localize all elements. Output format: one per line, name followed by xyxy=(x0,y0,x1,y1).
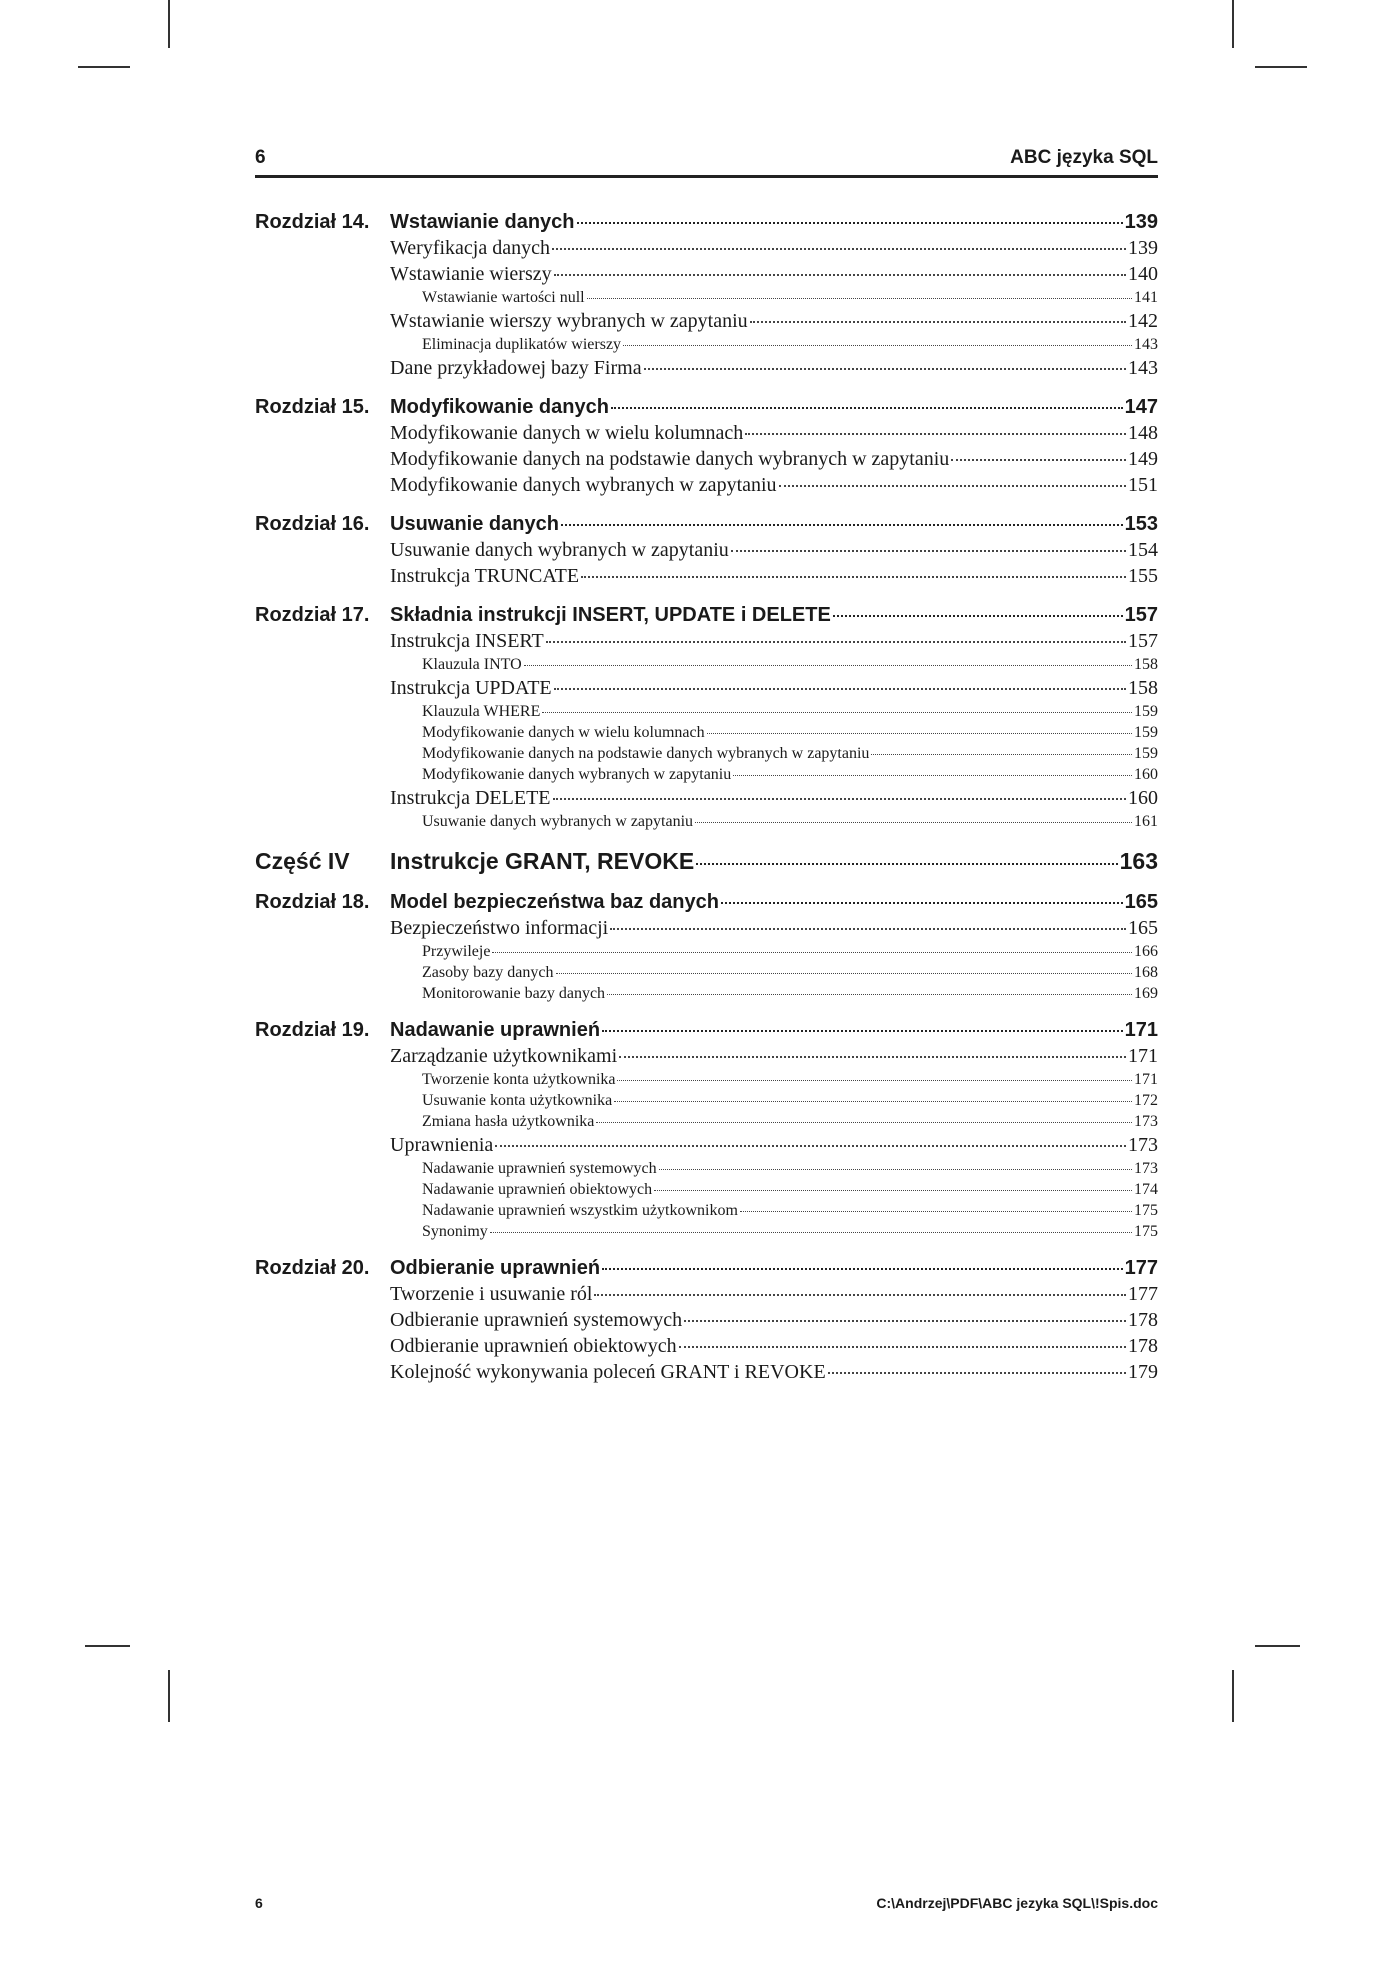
toc-entry-page-number: 158 xyxy=(1134,656,1158,673)
crop-mark xyxy=(1232,1670,1234,1722)
dot-leader xyxy=(828,1372,1126,1374)
toc-entry-title: Nadawanie uprawnień xyxy=(390,1019,601,1041)
dot-leader xyxy=(602,1030,1123,1032)
toc-entry-title: Usuwanie danych wybranych w zapytaniu xyxy=(422,813,694,830)
toc-entry-page-number: 147 xyxy=(1124,396,1158,418)
toc-section-entry xyxy=(255,446,1158,472)
toc-row xyxy=(422,1179,1158,1200)
toc-section-entry xyxy=(255,1281,1158,1307)
dot-leader xyxy=(607,994,1132,995)
toc-entry-page-number: 159 xyxy=(1134,703,1158,720)
toc-entry-page-number: 160 xyxy=(1128,787,1158,809)
toc-row xyxy=(390,628,1158,654)
crop-mark xyxy=(1255,66,1307,68)
toc-entry-page-number: 159 xyxy=(1134,724,1158,741)
toc-entry-page-number: 155 xyxy=(1128,565,1158,587)
toc-chapter-entry xyxy=(255,395,1158,420)
toc-entry-title: Eliminacja duplikatów wierszy xyxy=(422,336,622,353)
toc-entry-title: Modyfikowanie danych w wielu kolumnach xyxy=(390,422,744,444)
toc-entry-page-number: 139 xyxy=(1124,211,1158,233)
toc-row xyxy=(390,1307,1158,1333)
toc-row xyxy=(390,1281,1158,1307)
toc-row xyxy=(422,983,1158,1004)
toc-entry-page-number: 160 xyxy=(1134,766,1158,783)
toc-sub-entry xyxy=(255,962,1158,983)
toc-entry-title: Instrukcja DELETE xyxy=(390,787,551,809)
toc-sub-entry xyxy=(255,1200,1158,1221)
toc-section-entry xyxy=(255,472,1158,498)
toc-sub-entry xyxy=(255,811,1158,832)
toc-entry-title: Tworzenie konta użytkownika xyxy=(422,1071,616,1088)
toc-row xyxy=(422,1221,1158,1242)
toc-entry-title: Modyfikowanie danych wybranych w zapytaniu xyxy=(422,766,732,783)
toc-entry-title: Nadawanie uprawnień wszystkim użytkownikom xyxy=(422,1202,738,1219)
toc-chapter-entry xyxy=(255,512,1158,537)
dot-leader xyxy=(623,345,1132,346)
toc-section-entry xyxy=(255,1043,1158,1069)
table-of-contents xyxy=(255,210,1158,1385)
toc-row xyxy=(390,675,1158,701)
toc-row xyxy=(422,941,1158,962)
dot-leader xyxy=(696,863,1117,865)
toc-entry-page-number: 178 xyxy=(1128,1335,1158,1357)
toc-row xyxy=(422,654,1158,675)
dot-leader xyxy=(733,775,1132,776)
toc-entry-title: Modyfikowanie danych xyxy=(390,396,609,418)
toc-section-entry xyxy=(255,1359,1158,1385)
toc-entry-title: Synonimy xyxy=(422,1223,488,1240)
toc-section-entry xyxy=(255,420,1158,446)
toc-row xyxy=(422,722,1158,743)
toc-entry-title: Wstawianie wierszy xyxy=(390,263,552,285)
toc-chapter-entry xyxy=(255,210,1158,235)
toc-section-entry xyxy=(255,537,1158,563)
dot-leader xyxy=(617,1080,1132,1081)
toc-row xyxy=(390,785,1158,811)
dot-leader xyxy=(871,754,1132,755)
toc-row xyxy=(390,1256,1158,1281)
toc-row xyxy=(390,1333,1158,1359)
toc-sub-entry xyxy=(255,1158,1158,1179)
toc-section-entry xyxy=(255,1307,1158,1333)
toc-entry-page-number: 165 xyxy=(1124,891,1158,913)
toc-entry-title: Uprawnienia xyxy=(390,1134,494,1156)
header-page-number: 6 xyxy=(255,147,266,168)
toc-sub-entry xyxy=(255,334,1158,355)
toc-chapter-number: Rozdział 17. xyxy=(255,604,370,626)
toc-entry-page-number: 171 xyxy=(1134,1071,1158,1088)
toc-row xyxy=(390,890,1158,915)
toc-row xyxy=(422,701,1158,722)
crop-mark xyxy=(1232,0,1234,48)
toc-row xyxy=(422,743,1158,764)
toc-sub-entry xyxy=(255,743,1158,764)
toc-entry-title: Instrukcja TRUNCATE xyxy=(390,565,580,587)
toc-row xyxy=(390,1018,1158,1043)
toc-entry-page-number: 175 xyxy=(1134,1202,1158,1219)
toc-entry-title: Modyfikowanie danych wybranych w zapytaniu xyxy=(390,474,777,496)
dot-leader xyxy=(552,248,1126,250)
toc-entry-page-number: 151 xyxy=(1128,474,1158,496)
toc-entry-title: Modyfikowanie danych w wielu kolumnach xyxy=(422,724,705,741)
toc-row xyxy=(390,1359,1158,1385)
dot-leader xyxy=(554,688,1126,690)
dot-leader xyxy=(611,407,1123,409)
toc-row xyxy=(422,962,1158,983)
toc-row xyxy=(422,334,1158,355)
toc-section-entry xyxy=(255,235,1158,261)
toc-row xyxy=(390,603,1158,628)
toc-entry-title: Nadawanie uprawnień systemowych xyxy=(422,1160,657,1177)
toc-entry-title: Odbieranie uprawnień systemowych xyxy=(390,1309,683,1331)
toc-entry-page-number: 153 xyxy=(1124,513,1158,535)
toc-section-entry xyxy=(255,261,1158,287)
toc-entry-title: Odbieranie uprawnień obiektowych xyxy=(390,1335,677,1357)
toc-section-entry xyxy=(255,308,1158,334)
dot-leader xyxy=(581,576,1126,578)
toc-row xyxy=(422,811,1158,832)
header-book-title: ABC języka SQL xyxy=(1010,147,1158,168)
toc-row xyxy=(422,1158,1158,1179)
dot-leader xyxy=(695,822,1132,823)
toc-entry-page-number: 169 xyxy=(1134,985,1158,1002)
toc-entry-title: Modyfikowanie danych na podstawie danych wybranych w zapytaniu xyxy=(390,448,950,470)
crop-mark xyxy=(78,66,130,68)
toc-entry-title: Usuwanie konta użytkownika xyxy=(422,1092,613,1109)
toc-entry-page-number: 139 xyxy=(1128,237,1158,259)
toc-row xyxy=(390,261,1158,287)
toc-part-entry xyxy=(255,846,1158,876)
toc-entry-title: Składnia instrukcji INSERT, UPDATE i DELETE xyxy=(390,604,831,626)
toc-sub-entry xyxy=(255,1111,1158,1132)
toc-row xyxy=(390,472,1158,498)
toc-section-entry xyxy=(255,355,1158,381)
toc-chapter-number: Rozdział 19. xyxy=(255,1019,370,1041)
dot-leader xyxy=(556,973,1132,974)
toc-entry-page-number: 173 xyxy=(1134,1113,1158,1130)
toc-entry-page-number: 166 xyxy=(1134,943,1158,960)
toc-section-entry xyxy=(255,675,1158,701)
footer-page-number: 6 xyxy=(255,1895,263,1911)
toc-entry-page-number: 175 xyxy=(1134,1223,1158,1240)
toc-entry-page-number: 177 xyxy=(1124,1257,1158,1279)
dot-leader xyxy=(596,1122,1132,1123)
toc-entry-title: Tworzenie i usuwanie ról xyxy=(390,1283,593,1305)
toc-entry-page-number: 165 xyxy=(1128,917,1158,939)
toc-row xyxy=(422,1200,1158,1221)
dot-leader xyxy=(546,641,1126,643)
toc-entry-title: Zasoby bazy danych xyxy=(422,964,554,981)
toc-entry-title: Zarządzanie użytkownikami xyxy=(390,1045,618,1067)
crop-mark xyxy=(168,0,170,48)
toc-entry-title: Bezpieczeństwo informacji xyxy=(390,917,609,939)
toc-section-entry xyxy=(255,915,1158,941)
toc-entry-title: Usuwanie danych xyxy=(390,513,559,535)
toc-entry-page-number: 171 xyxy=(1124,1019,1158,1041)
toc-entry-page-number: 179 xyxy=(1128,1361,1158,1383)
crop-mark xyxy=(1255,1645,1300,1647)
dot-leader xyxy=(554,274,1126,276)
dot-leader xyxy=(495,1145,1126,1147)
toc-chapter-number: Rozdział 20. xyxy=(255,1257,370,1279)
toc-entry-page-number: 171 xyxy=(1128,1045,1158,1067)
toc-entry-title: Weryfikacja danych xyxy=(390,237,550,259)
toc-sub-entry xyxy=(255,1221,1158,1242)
toc-entry-title: Model bezpieczeństwa baz danych xyxy=(390,891,719,913)
toc-chapter-number: Rozdział 14. xyxy=(255,211,370,233)
toc-chapter-entry xyxy=(255,603,1158,628)
toc-entry-page-number: 173 xyxy=(1134,1160,1158,1177)
toc-entry-title: Usuwanie danych wybranych w zapytaniu xyxy=(390,539,729,561)
dot-leader xyxy=(750,321,1126,323)
toc-chapter-entry xyxy=(255,1256,1158,1281)
dot-leader xyxy=(610,928,1126,930)
toc-row xyxy=(390,210,1158,235)
dot-leader xyxy=(542,712,1132,713)
toc-entry-page-number: 141 xyxy=(1134,289,1158,306)
toc-chapter-entry xyxy=(255,1018,1158,1043)
toc-section-entry xyxy=(255,628,1158,654)
toc-entry-page-number: 158 xyxy=(1128,677,1158,699)
toc-row xyxy=(390,395,1158,420)
toc-entry-title: Odbieranie uprawnień xyxy=(390,1257,601,1279)
crop-mark xyxy=(85,1645,130,1647)
dot-leader xyxy=(951,459,1126,461)
toc-chapter-number: Rozdział 15. xyxy=(255,396,370,418)
toc-entry-page-number: 140 xyxy=(1128,263,1158,285)
toc-row xyxy=(390,308,1158,334)
toc-row xyxy=(390,355,1158,381)
toc-entry-page-number: 168 xyxy=(1134,964,1158,981)
toc-row xyxy=(390,420,1158,446)
dot-leader xyxy=(654,1190,1132,1191)
toc-entry-title: Przywileje xyxy=(422,943,491,960)
toc-section-entry xyxy=(255,1333,1158,1359)
toc-sub-entry xyxy=(255,654,1158,675)
dot-leader xyxy=(614,1101,1132,1102)
crop-mark xyxy=(168,1670,170,1722)
dot-leader xyxy=(679,1346,1126,1348)
toc-entry-title: Klauzula WHERE xyxy=(422,703,541,720)
toc-row xyxy=(390,563,1158,589)
dot-leader xyxy=(524,665,1132,666)
toc-entry-title: Instrukcje GRANT, REVOKE xyxy=(390,848,695,874)
toc-entry-title: Zmiana hasła użytkownika xyxy=(422,1113,595,1130)
toc-row xyxy=(422,1069,1158,1090)
toc-entry-page-number: 149 xyxy=(1128,448,1158,470)
dot-leader xyxy=(492,952,1132,953)
toc-entry-title: Wstawianie danych xyxy=(390,211,575,233)
toc-row xyxy=(422,287,1158,308)
toc-entry-page-number: 148 xyxy=(1128,422,1158,444)
toc-entry-page-number: 172 xyxy=(1134,1092,1158,1109)
toc-chapter-number: Rozdział 18. xyxy=(255,891,370,913)
dot-leader xyxy=(779,485,1126,487)
toc-sub-entry xyxy=(255,1069,1158,1090)
toc-row xyxy=(390,537,1158,563)
toc-sub-entry xyxy=(255,701,1158,722)
toc-entry-title: Wstawianie wierszy wybranych w zapytaniu xyxy=(390,310,748,332)
toc-row xyxy=(422,764,1158,785)
dot-leader xyxy=(577,222,1123,224)
toc-entry-title: Wstawianie wartości null xyxy=(422,289,585,306)
dot-leader xyxy=(561,524,1123,526)
dot-leader xyxy=(659,1169,1132,1170)
toc-sub-entry xyxy=(255,764,1158,785)
dot-leader xyxy=(644,368,1126,370)
toc-entry-page-number: 143 xyxy=(1128,357,1158,379)
toc-row xyxy=(422,1111,1158,1132)
dot-leader xyxy=(707,733,1132,734)
toc-row xyxy=(390,235,1158,261)
toc-entry-page-number: 174 xyxy=(1134,1181,1158,1198)
toc-entry-title: Instrukcja UPDATE xyxy=(390,677,552,699)
toc-entry-title: Dane przykładowej bazy Firma xyxy=(390,357,642,379)
toc-entry-page-number: 142 xyxy=(1128,310,1158,332)
toc-row xyxy=(390,915,1158,941)
toc-entry-page-number: 157 xyxy=(1128,630,1158,652)
toc-entry-page-number: 143 xyxy=(1134,336,1158,353)
toc-entry-page-number: 163 xyxy=(1119,848,1158,874)
toc-entry-page-number: 154 xyxy=(1128,539,1158,561)
dot-leader xyxy=(731,550,1126,552)
toc-entry-page-number: 177 xyxy=(1128,1283,1158,1305)
dot-leader xyxy=(721,902,1123,904)
toc-sub-entry xyxy=(255,983,1158,1004)
toc-entry-title: Klauzula INTO xyxy=(422,656,522,673)
dot-leader xyxy=(553,798,1127,800)
dot-leader xyxy=(602,1268,1123,1270)
running-header xyxy=(255,147,1158,178)
toc-sub-entry xyxy=(255,941,1158,962)
toc-section-entry xyxy=(255,785,1158,811)
toc-entry-page-number: 173 xyxy=(1128,1134,1158,1156)
toc-row xyxy=(390,446,1158,472)
toc-row xyxy=(390,1043,1158,1069)
toc-entry-page-number: 157 xyxy=(1124,604,1158,626)
toc-sub-entry xyxy=(255,1179,1158,1200)
dot-leader xyxy=(594,1294,1126,1296)
toc-chapter-entry xyxy=(255,890,1158,915)
toc-row xyxy=(390,1132,1158,1158)
dot-leader xyxy=(833,615,1123,617)
dot-leader xyxy=(619,1056,1126,1058)
toc-entry-page-number: 178 xyxy=(1128,1309,1158,1331)
toc-part-number: Część IV xyxy=(255,848,350,874)
page-footer xyxy=(255,1895,1158,1915)
toc-entry-title: Monitorowanie bazy danych xyxy=(422,985,606,1002)
toc-sub-entry xyxy=(255,287,1158,308)
dot-leader xyxy=(587,298,1132,299)
toc-entry-page-number: 159 xyxy=(1134,745,1158,762)
dot-leader xyxy=(745,433,1126,435)
toc-entry-title: Instrukcja INSERT xyxy=(390,630,544,652)
toc-entry-title: Kolejność wykonywania poleceń GRANT i REVOKE xyxy=(390,1361,826,1383)
toc-section-entry xyxy=(255,1132,1158,1158)
footer-file-path: C:\Andrzej\PDF\ABC jezyka SQL\!Spis.doc xyxy=(876,1895,1158,1911)
toc-row xyxy=(390,846,1158,876)
toc-section-entry xyxy=(255,563,1158,589)
dot-leader xyxy=(684,1320,1126,1322)
toc-sub-entry xyxy=(255,722,1158,743)
toc-entry-page-number: 161 xyxy=(1134,813,1158,830)
toc-row xyxy=(390,512,1158,537)
toc-sub-entry xyxy=(255,1090,1158,1111)
dot-leader xyxy=(740,1211,1132,1212)
dot-leader xyxy=(490,1232,1132,1233)
toc-entry-title: Modyfikowanie danych na podstawie danych wybranych w zapytaniu xyxy=(422,745,870,762)
toc-chapter-number: Rozdział 16. xyxy=(255,513,370,535)
toc-entry-title: Nadawanie uprawnień obiektowych xyxy=(422,1181,653,1198)
toc-row xyxy=(422,1090,1158,1111)
